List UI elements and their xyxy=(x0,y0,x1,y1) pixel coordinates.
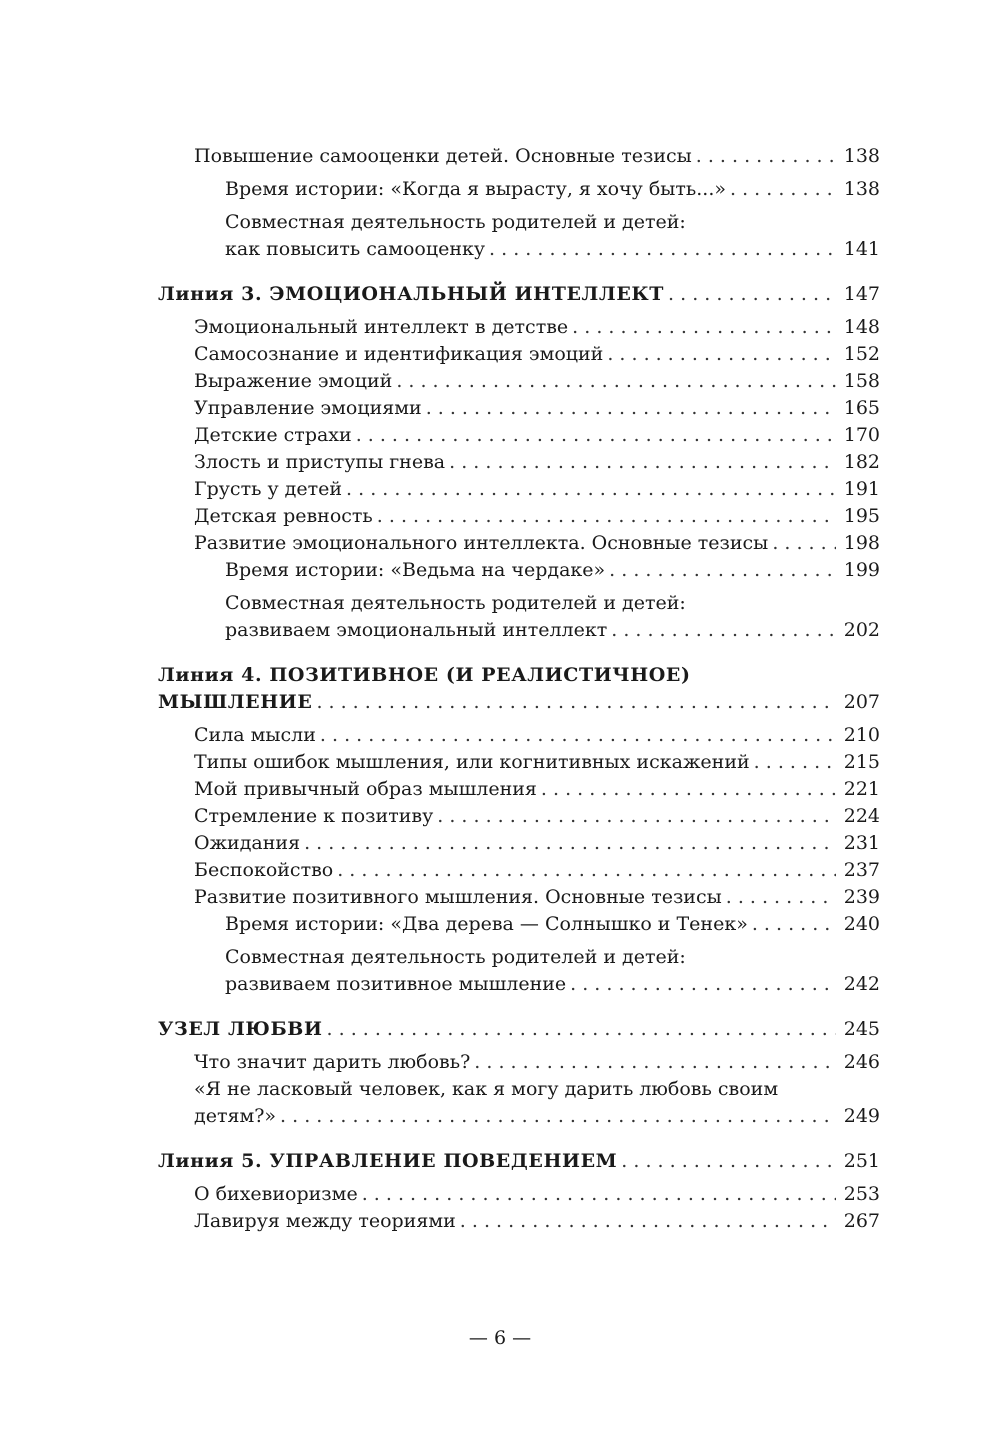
dot-leader xyxy=(304,830,836,857)
toc-entry-title: Детская ревность xyxy=(194,505,373,527)
toc-entry[interactable] xyxy=(158,776,880,803)
dot-leader xyxy=(609,557,836,584)
toc-section-title: УЗЕЛ ЛЮБВИ xyxy=(158,1018,323,1040)
toc-entry-title: Развитие эмоционального интеллекта. Основные тезисы xyxy=(194,532,769,554)
toc-entry-page: 267 xyxy=(843,1210,880,1232)
toc-entry-page: 182 xyxy=(843,451,880,473)
toc-entry[interactable] xyxy=(158,830,880,857)
page-number: — 6 — xyxy=(468,1327,532,1349)
toc-entry[interactable] xyxy=(158,314,880,341)
toc-entry-page: 158 xyxy=(843,370,880,392)
toc-entry-title: Выражение эмоций xyxy=(194,370,393,392)
toc-entry-page: 195 xyxy=(843,505,880,527)
toc-entry[interactable] xyxy=(158,722,880,749)
toc-entry[interactable] xyxy=(158,884,880,911)
dot-leader xyxy=(570,971,836,998)
toc-entry-page: 191 xyxy=(843,478,880,500)
toc-entry-page: 215 xyxy=(843,751,880,773)
dot-leader xyxy=(621,1148,836,1175)
dot-leader xyxy=(362,1181,836,1208)
toc-entry-page: 138 xyxy=(843,178,880,200)
toc-entry[interactable] xyxy=(158,476,880,503)
dot-leader xyxy=(356,422,836,449)
dot-leader xyxy=(474,1049,836,1076)
toc-section-page: 251 xyxy=(843,1150,880,1172)
dot-leader xyxy=(489,236,836,263)
toc-entry[interactable] xyxy=(158,557,880,584)
toc-entry-title: Беспокойство xyxy=(194,859,334,881)
dot-leader xyxy=(449,449,836,476)
toc-entry[interactable] xyxy=(158,1181,880,1208)
toc-entry-title: Сила мысли xyxy=(194,724,316,746)
toc-entry[interactable] xyxy=(158,530,880,557)
dot-leader xyxy=(460,1208,836,1235)
toc-section[interactable] xyxy=(158,1016,880,1043)
table-of-contents xyxy=(158,143,880,1235)
toc-entry-title: развиваем позитивное мышление xyxy=(225,973,567,995)
dot-leader xyxy=(437,803,836,830)
toc-entry-page: 138 xyxy=(843,145,880,167)
toc-entry-page: 249 xyxy=(843,1105,880,1127)
dot-leader xyxy=(377,503,836,530)
dot-leader xyxy=(337,857,836,884)
toc-entry-title-line1: Совместная деятельность родителей и детей: xyxy=(225,592,686,614)
toc-entry-title: Ожидания xyxy=(194,832,301,854)
toc-entry[interactable] xyxy=(158,368,880,395)
toc-section[interactable] xyxy=(158,689,880,716)
toc-entry-title-line1: Совместная деятельность родителей и детей: xyxy=(225,946,686,968)
dot-leader xyxy=(320,722,836,749)
toc-entry-title: Лавируя между теориями xyxy=(194,1210,456,1232)
toc-entry-page: 141 xyxy=(843,238,880,260)
toc-entry-page: 198 xyxy=(843,532,880,554)
toc-entry-title: О бихевиоризме xyxy=(194,1183,358,1205)
toc-entry[interactable] xyxy=(158,422,880,449)
toc-entry-title: детям?» xyxy=(194,1105,277,1127)
toc-entry[interactable] xyxy=(158,236,880,263)
toc-entry-page: 165 xyxy=(843,397,880,419)
toc-entry-title: Управление эмоциями xyxy=(194,397,422,419)
toc-section-page: 207 xyxy=(843,691,880,713)
toc-entry-title: Время истории: «Ведьма на чердаке» xyxy=(225,559,606,581)
toc-entry-title-line1: Совместная деятельность родителей и детей: xyxy=(225,211,686,233)
toc-entry-page: 210 xyxy=(843,724,880,746)
toc-entry-page: 239 xyxy=(843,886,880,908)
toc-entry-title: Эмоциональный интеллект в детстве xyxy=(194,316,569,338)
toc-entry-title: Мой привычный образ мышления xyxy=(194,778,537,800)
dot-leader xyxy=(541,776,836,803)
toc-entry[interactable] xyxy=(158,449,880,476)
toc-entry[interactable] xyxy=(158,503,880,530)
toc-entry[interactable] xyxy=(158,749,880,776)
toc-entry[interactable] xyxy=(158,143,880,170)
dot-leader xyxy=(754,749,836,776)
toc-section-page: 147 xyxy=(843,283,880,305)
toc-section[interactable] xyxy=(158,1148,880,1175)
dot-leader xyxy=(327,1016,836,1043)
toc-entry-title: Детские страхи xyxy=(194,424,352,446)
dot-leader xyxy=(752,911,836,938)
dot-leader xyxy=(726,884,836,911)
toc-entry-title: Стремление к позитиву xyxy=(194,805,434,827)
dot-leader xyxy=(772,530,836,557)
toc-entry[interactable] xyxy=(158,176,880,203)
toc-section-title: Линия 5. УПРАВЛЕНИЕ ПОВЕДЕНИЕМ xyxy=(158,1150,618,1172)
toc-entry[interactable] xyxy=(158,395,880,422)
toc-entry-page: 221 xyxy=(843,778,880,800)
toc-entry[interactable] xyxy=(158,1103,880,1130)
dot-leader xyxy=(572,314,836,341)
toc-entry-title: как повысить самооценку xyxy=(225,238,486,260)
dot-leader xyxy=(607,341,836,368)
toc-section[interactable] xyxy=(158,281,880,308)
dot-leader xyxy=(426,395,836,422)
dot-leader xyxy=(396,368,836,395)
toc-entry-title: Самосознание и идентификация эмоций xyxy=(194,343,604,365)
toc-entry-page: 224 xyxy=(843,805,880,827)
toc-entry[interactable] xyxy=(158,857,880,884)
toc-entry-title: Типы ошибок мышления, или когнитивных искажений xyxy=(194,751,750,773)
toc-entry-page: 237 xyxy=(843,859,880,881)
toc-entry-page: 148 xyxy=(843,316,880,338)
toc-section-title: МЫШЛЕНИЕ xyxy=(158,691,313,713)
dot-leader xyxy=(280,1103,836,1130)
dot-leader xyxy=(730,176,836,203)
toc-entry-title: развиваем эмоциональный интеллект xyxy=(225,619,608,641)
dot-leader xyxy=(611,617,836,644)
toc-entry-page: 231 xyxy=(843,832,880,854)
dot-leader xyxy=(346,476,836,503)
toc-entry-page: 240 xyxy=(843,913,880,935)
dot-leader xyxy=(696,143,836,170)
toc-section-page: 245 xyxy=(843,1018,880,1040)
toc-entry[interactable] xyxy=(158,803,880,830)
toc-entry-title: Повышение самооценки детей. Основные тезисы xyxy=(194,145,692,167)
toc-entry-page: 253 xyxy=(843,1183,880,1205)
dot-leader xyxy=(668,281,836,308)
toc-entry-title: Время истории: «Когда я вырасту, я хочу быть...» xyxy=(225,178,727,200)
toc-entry[interactable] xyxy=(158,911,880,938)
toc-entry[interactable] xyxy=(158,341,880,368)
toc-section-title-line1: Линия 4. ПОЗИТИВНОЕ (И РЕАЛИСТИЧНОЕ) xyxy=(158,664,691,686)
dot-leader xyxy=(316,689,836,716)
toc-entry-title: Грусть у детей xyxy=(194,478,343,500)
toc-section-title: Линия 3. ЭМОЦИОНАЛЬНЫЙ ИНТЕЛЛЕКТ xyxy=(158,283,665,305)
toc-entry-page: 170 xyxy=(843,424,880,446)
toc-entry-title-line1: «Я не ласковый человек, как я могу дарить любовь своим xyxy=(194,1078,779,1100)
toc-entry[interactable] xyxy=(158,971,880,998)
toc-entry[interactable] xyxy=(158,1208,880,1235)
toc-entry-page: 242 xyxy=(843,973,880,995)
toc-entry-title: Что значит дарить любовь? xyxy=(194,1051,471,1073)
toc-entry[interactable] xyxy=(158,1049,880,1076)
toc-entry-page: 202 xyxy=(843,619,880,641)
toc-entry-title: Время истории: «Два дерева — Солнышко и Тенек» xyxy=(225,913,748,935)
toc-entry-page: 246 xyxy=(843,1051,880,1073)
toc-entry-title: Злость и приступы гнева xyxy=(194,451,446,473)
toc-entry-page: 199 xyxy=(843,559,880,581)
toc-entry-title: Развитие позитивного мышления. Основные тезисы xyxy=(194,886,722,908)
toc-entry-page: 152 xyxy=(843,343,880,365)
toc-entry[interactable] xyxy=(158,617,880,644)
